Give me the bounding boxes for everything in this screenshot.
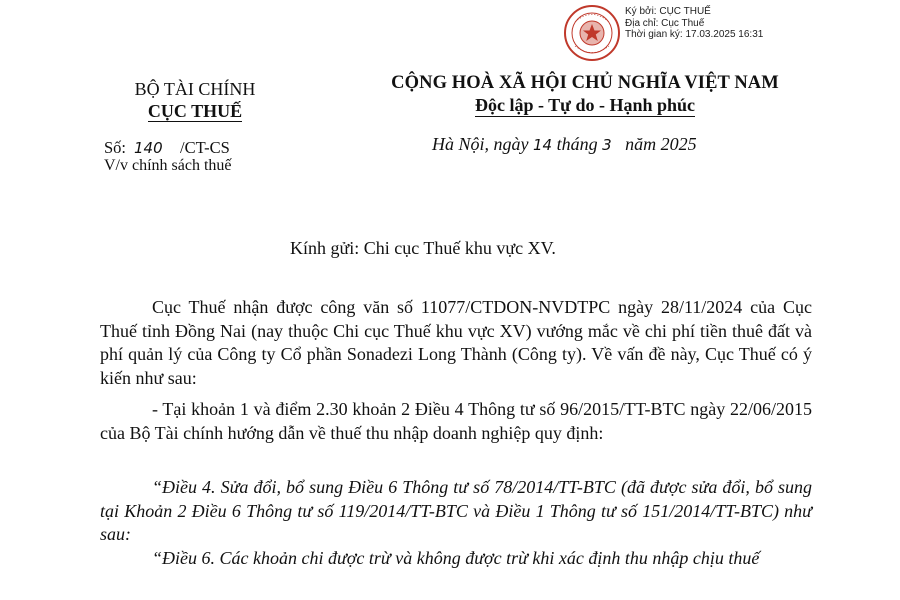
document-subject: V/v chính sách thuế bbox=[104, 157, 232, 174]
date-month-label: tháng bbox=[556, 134, 598, 154]
nation-title: CỘNG HOÀ XÃ HỘI CHỦ NGHĨA VIỆT NAM bbox=[391, 73, 779, 93]
body-paragraph-1: Cục Thuế nhận được công văn số 11077/CTDON-NVDTPC ngày 28/11/2024 của Cục Thuế tỉnh Đồng Nai (nay thuộc Chi cục Thuế khu vực XV) vướng mắc về chi phí tiền thuê đất và phí quản lý của Công ty Cổ phần Sonadezi Long Thành (Công ty). Về vấn đề này, Cục Thuế có ý kiến như sau: bbox=[100, 297, 812, 388]
quoted-article-4: “Điều 4. Sửa đổi, bổ sung Điều 6 Thông tư số 78/2014/TT-BTC (đã được sửa đổi, bổ sung tại Khoản 2 Điều 6 Thông tư số 119/2014/TT-BTC và Điều 1 Thông tư số 151/2014/TT-BTC) như sau: bbox=[100, 477, 812, 544]
official-seal-icon bbox=[563, 4, 621, 62]
doc-no-handwritten: 140 bbox=[134, 139, 163, 157]
ministry-name: BỘ TÀI CHÍNH bbox=[134, 79, 256, 99]
quoted-article-6: “Điều 6. Các khoản chi được trừ và không được trừ khi xác định thu nhập chịu thuế bbox=[152, 548, 760, 568]
doc-no-suffix: /CT-CS bbox=[180, 138, 230, 157]
date-day: 14 bbox=[533, 136, 553, 154]
date-line bbox=[432, 134, 697, 155]
national-motto: Độc lập - Tự do - Hạnh phúc bbox=[474, 95, 696, 115]
agency-name: CỤC THUẾ bbox=[147, 101, 243, 121]
sign-time: Thời gian ký: 17.03.2025 16:31 bbox=[625, 29, 764, 40]
body-paragraph-2: - Tại khoản 1 và điểm 2.30 khoản 2 Điều 4 Thông tư số 96/2015/TT-BTC ngày 22/06/2015 của Bộ Tài chính hướng dẫn về thuế thu nhập doanh nghiệp quy định: bbox=[100, 399, 812, 443]
date-year: năm 2025 bbox=[625, 134, 697, 154]
national-heading bbox=[350, 72, 820, 117]
issuing-authority bbox=[100, 78, 290, 122]
digital-signature-info bbox=[625, 6, 763, 41]
document-number bbox=[104, 138, 230, 158]
date-prefix: Hà Nội, ngày bbox=[432, 134, 529, 154]
date-month: 3 bbox=[602, 136, 612, 154]
recipient-line: Kính gửi: Chi cục Thuế khu vực XV. bbox=[290, 238, 556, 258]
doc-no-prefix: Số: bbox=[104, 138, 127, 157]
signed-by: Ký bởi: CỤC THUẾ bbox=[625, 6, 711, 17]
signer-address: Địa chỉ: Cục Thuế bbox=[625, 17, 705, 29]
